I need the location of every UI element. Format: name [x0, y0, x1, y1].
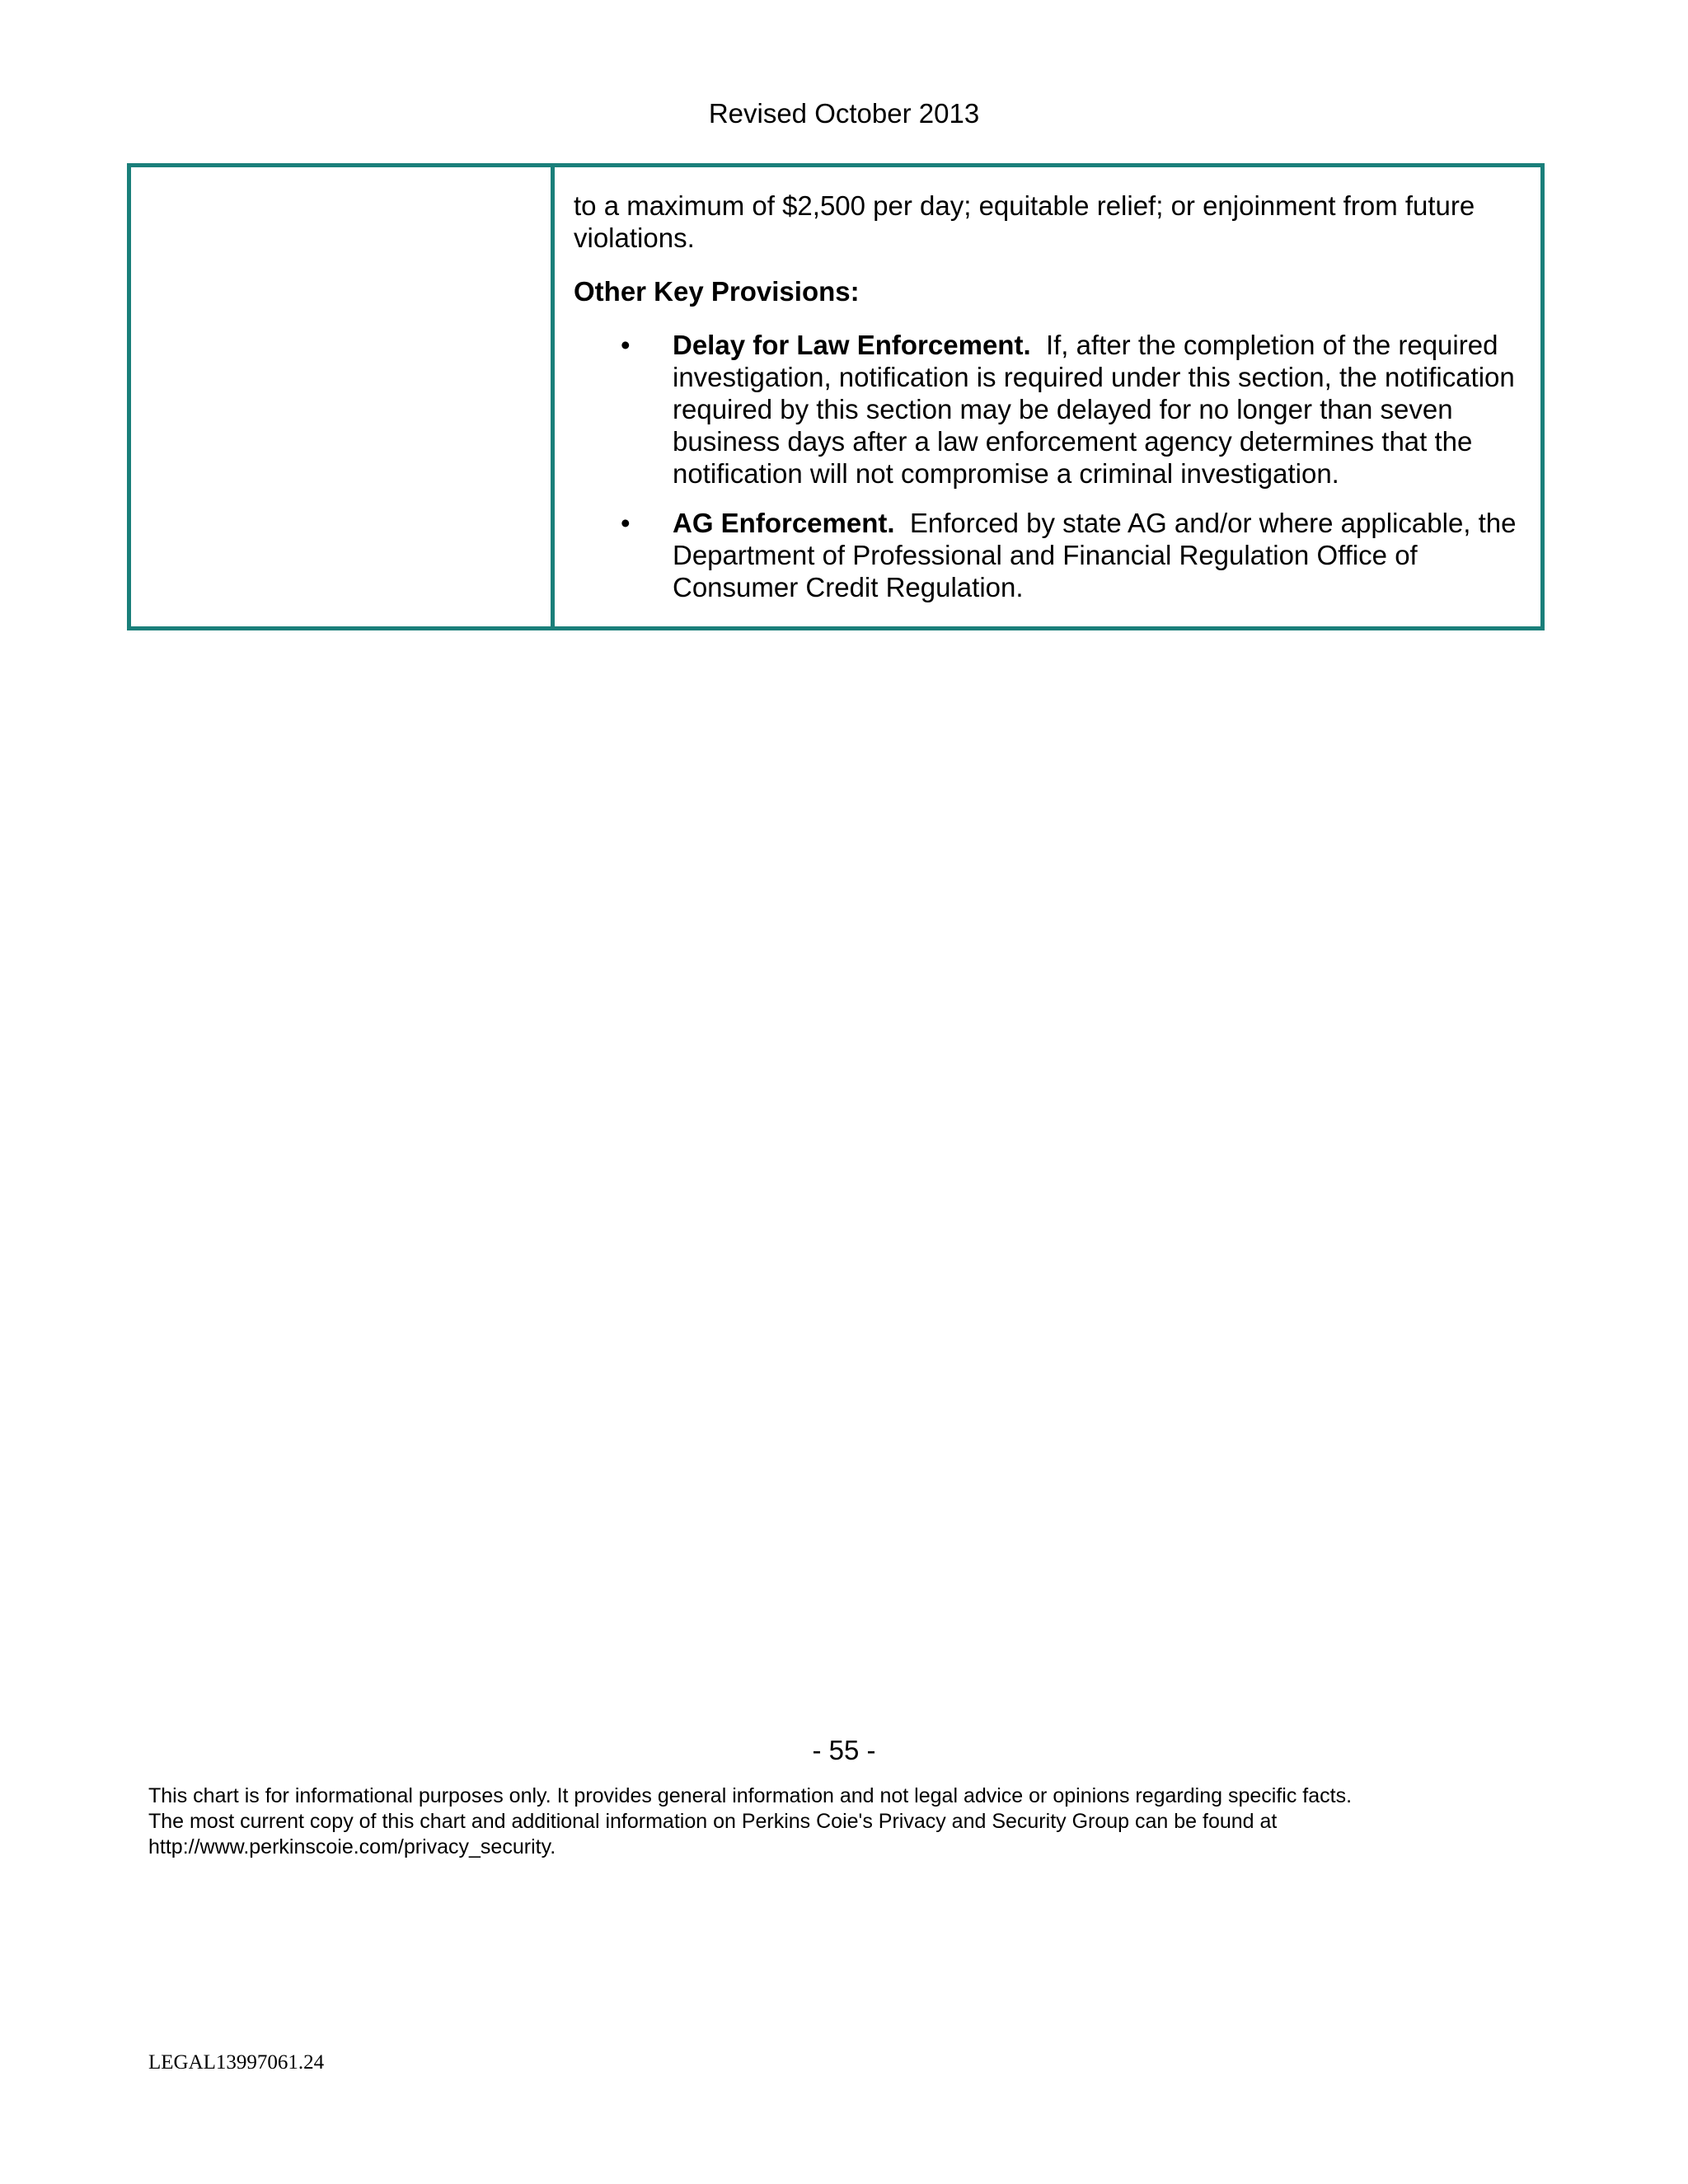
- provisions-heading: Other Key Provisions:: [574, 276, 860, 307]
- bullet-icon: •: [621, 330, 631, 360]
- disclaimer: [148, 1783, 1550, 1860]
- disclaimer-link[interactable]: http://www.perkinscoie.com/privacy_security.: [148, 1835, 556, 1858]
- page-number: - 55 -: [812, 1735, 876, 1765]
- disclaimer-line: The most current copy of this chart and additional information on Perkins Coie's Privacy and Security Group can be found at: [148, 1810, 1278, 1833]
- provisions-list: [574, 329, 1522, 603]
- page-header-revised: Revised October 2013: [708, 98, 980, 129]
- bullet-icon: •: [621, 508, 631, 538]
- disclaimer-line: This chart is for informational purposes only. It provides general information and not legal advice or opinions regarding specific facts.: [148, 1784, 1353, 1807]
- provision-title: AG Enforcement.: [673, 508, 895, 538]
- table-right-cell: [555, 167, 1540, 626]
- provision-title: Delay for Law Enforcement.: [673, 330, 1031, 360]
- provision-text: If, after the completion of the required investigation, notification is required under this section, the notification required by this section may be delayed for no longer than seven business days after a law enforcement agency determines that the notification will not compromise a criminal investigation.: [673, 330, 1515, 489]
- provision-item-delay: [574, 329, 1522, 490]
- content-table: [127, 163, 1545, 630]
- table-left-cell: [131, 167, 555, 626]
- document-id: LEGAL13997061.24: [148, 2051, 325, 2074]
- provision-text: Enforced by state AG and/or where applicable, the Department of Professional and Financial Regulation Office of Consumer Credit Regulation.: [673, 508, 1517, 602]
- continuation-text: to a maximum of $2,500 per day; equitable relief; or enjoinment from future violations.: [574, 190, 1475, 253]
- provision-item-ag: [574, 507, 1522, 603]
